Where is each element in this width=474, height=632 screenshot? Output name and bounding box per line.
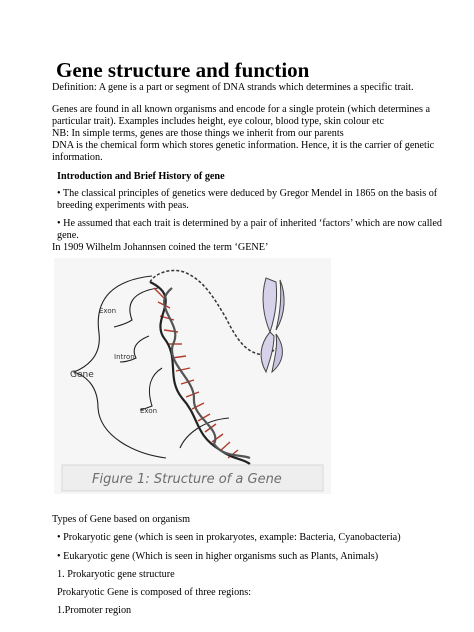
type-bullet-prokaryotic: • Prokaryotic gene (which is seen in prokaryotes, example: Bacteria, Cyanobacteria) <box>57 532 401 543</box>
type-bullet-eukaryotic: • Eukaryotic gene (Which is seen in higher organisms such as Plants, Animals) <box>57 551 379 562</box>
intro-line-4: DNA is the chemical form which stores genetic information. Hence, it is the carrier of genetic <box>52 140 435 151</box>
figure-caption: Figure 1: Structure of a Gene <box>92 472 282 487</box>
types-heading: Types of Gene based on organism <box>52 514 191 525</box>
gene-structure-figure <box>54 258 331 494</box>
prokaryotic-regions-text: Prokaryotic Gene is composed of three regions: <box>57 587 252 598</box>
section-prokaryotic-structure: 1. Prokaryotic gene structure <box>57 569 175 580</box>
label-exon-bottom: Exon <box>140 407 158 415</box>
gene-diagram <box>54 258 331 494</box>
johannsen-text: In 1909 Wilhelm Johannsen coined the term ‘GENE’ <box>52 242 269 253</box>
label-exon-top: Exon <box>99 307 117 315</box>
promoter-region-text: 1.Promoter region <box>57 605 132 616</box>
figure-background <box>54 258 331 494</box>
definition-text: Definition: A gene is a part or segment of DNA strands which determines a specific trait. <box>52 82 414 93</box>
history-heading: Introduction and Brief History of gene <box>57 171 225 182</box>
label-intron: Intron <box>114 353 135 361</box>
intro-line-1: Genes are found in all known organisms and encode for a single protein (which determines a <box>52 104 431 115</box>
label-gene: Gene <box>70 370 94 380</box>
bullet-mendel-line-2: breeding experiments with peas. <box>57 200 189 211</box>
intro-line-5: information. <box>52 152 103 163</box>
bullet-factors-line-2: gene. <box>57 230 79 241</box>
bullet-factors-line-1: • He assumed that each trait is determined by a pair of inherited ‘factors’ which are now called <box>57 218 442 229</box>
intro-line-2: particular trait). Examples includes height, eye colour, blood type, skin colour etc <box>52 116 384 127</box>
intro-line-3: NB: In simple terms, genes are those things we inherit from our parents <box>52 128 344 139</box>
bullet-mendel-line-1: • The classical principles of genetics were deduced by Gregor Mendel in 1865 on the basis of <box>57 188 438 199</box>
page-title: Gene structure and function <box>56 58 310 82</box>
